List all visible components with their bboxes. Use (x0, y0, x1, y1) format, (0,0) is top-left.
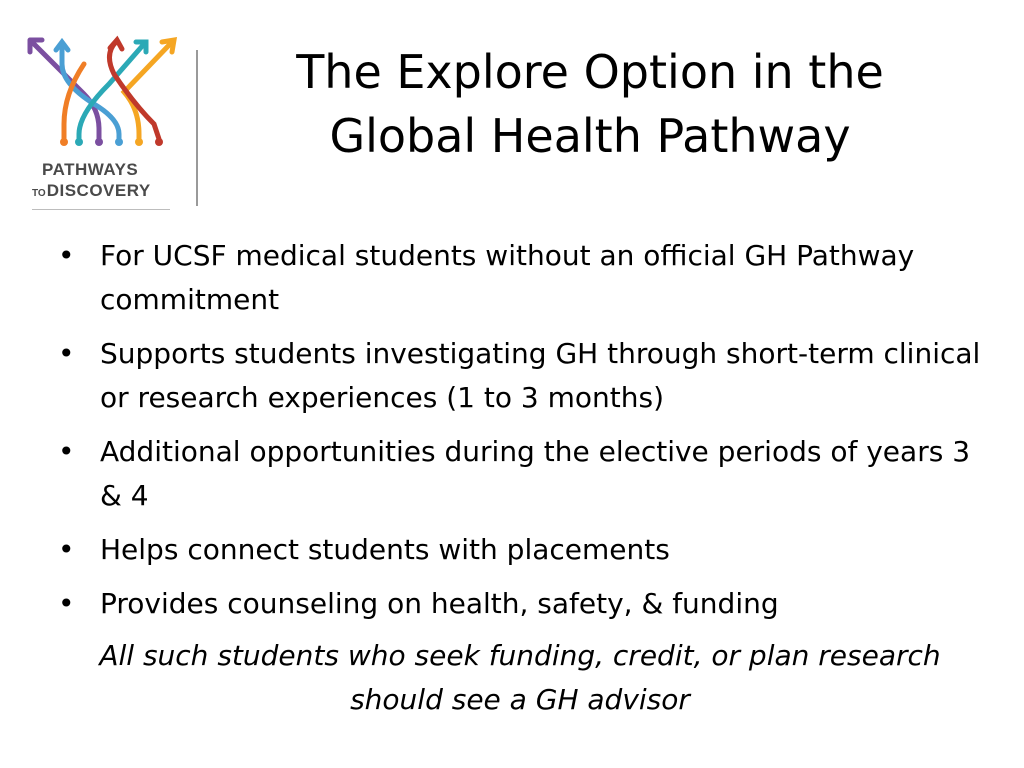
slide-title (240, 40, 940, 168)
logo-text-discovery-main: DISCOVERY (46, 181, 151, 200)
bullet-text: Supports students investigating GH through short-term clinical or research experiences (1 to 3 months) (100, 337, 981, 414)
bullet-item (56, 332, 996, 420)
bullet-item (56, 234, 996, 322)
bullet-list (56, 234, 996, 636)
logo-text-discovery (32, 181, 192, 201)
bullet-dot: • (58, 587, 75, 620)
advisor-note (50, 634, 990, 722)
logo-text-pathways: PATHWAYS (42, 160, 139, 179)
bullet-dot: • (58, 337, 75, 370)
slide-title-line2: Global Health Pathway (329, 109, 851, 163)
pathways-logo (24, 34, 184, 218)
bullet-text: Additional opportunities during the elective periods of years 3 & 4 (100, 435, 971, 512)
bullet-dot: • (58, 533, 75, 566)
bullet-text: Helps connect students with placements (100, 533, 670, 566)
bullet-dot: • (58, 435, 75, 468)
logo-underline (32, 209, 170, 210)
advisor-note-line2: should see a GH advisor (350, 683, 690, 716)
bullet-text: Provides counseling on health, safety, & funding (100, 587, 779, 620)
bullet-dot: • (58, 239, 75, 272)
pathways-arrows-icon (24, 34, 184, 154)
advisor-note-line1: All such students who seek funding, credit, or plan research (99, 639, 941, 672)
bullet-item (56, 528, 996, 572)
bullet-text: For UCSF medical students without an official GH Pathway commitment (100, 239, 915, 316)
header-divider (196, 50, 198, 206)
logo-text-to: TO (32, 188, 46, 199)
slide-title-line1: The Explore Option in the (296, 45, 884, 99)
bullet-item (56, 582, 996, 626)
bullet-item (56, 430, 996, 518)
